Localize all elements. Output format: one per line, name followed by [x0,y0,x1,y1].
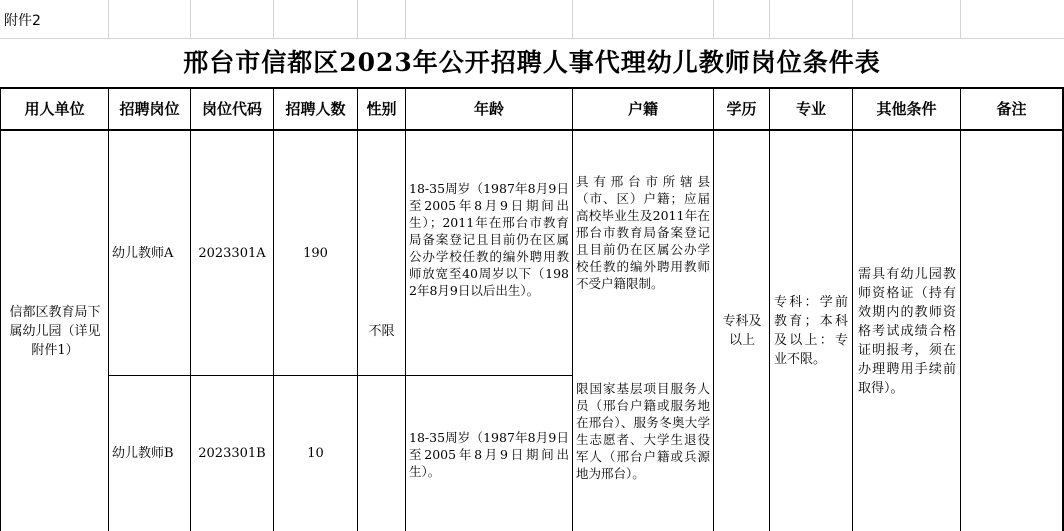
code-text: 2023301B [198,446,266,461]
attachment-label: 附件2 [4,13,41,29]
age-text: 18-35周岁（1987年8月9日至2005年8月9日期间出生）。 [409,430,569,479]
header-count: 招聘人数 [285,100,346,118]
table-row-count [274,376,357,531]
header-employer: 用人单位 [24,100,85,118]
code-text: 2023301A [198,245,266,261]
table-row-code [191,131,273,375]
employer-text: 信都区教育局下属幼儿园（详见附件1） [9,304,101,358]
grid-line [357,0,358,38]
education-cell [718,131,766,531]
header-education: 学历 [726,100,757,118]
position-text: 幼儿教师B [112,446,174,461]
column-border [852,87,853,531]
gender-cell [358,131,405,531]
major-text: 专科：学前教育；本科及以上：专业不限。 [774,295,848,367]
column-border [713,87,714,531]
grid-line [108,0,109,38]
position-text: 幼儿教师A [112,245,174,261]
household-text: 限国家基层项目服务人员（邢台户籍或服务地在邢台）、服务冬奥大学生志愿者、大学生退役军人（邢台户籍或兵源地为邢台）。 [576,381,710,481]
header-code: 岗位代码 [201,100,262,118]
age-text: 18-35周岁（1987年8月9日至2005年8月9日期间出生）；2011年在邢台市教育局备案登记且目前仍在区属公办学校任教的编外聘用教师放宽至40周岁以下（1982年8月9日以后出生）。 [409,181,569,298]
table-row-code [191,376,273,531]
grid-line [190,0,191,38]
remarks-cell [961,131,1062,531]
grid-line [960,0,961,38]
column-border [769,87,770,531]
header-remarks: 备注 [996,100,1027,118]
grid-line [572,0,573,38]
gender-text: 不限 [368,323,395,339]
major-cell [771,131,851,531]
header-household: 户籍 [627,100,658,118]
header-age: 年龄 [473,100,504,118]
table-row-count [274,131,357,375]
other-conditions-cell [854,131,960,531]
column-border [572,87,573,531]
education-text: 专科及以上 [722,314,762,348]
header-major: 专业 [795,100,826,118]
header-other-conditions: 其他条件 [876,100,937,118]
header-position: 招聘岗位 [119,100,180,118]
header-gender: 性别 [366,100,397,118]
page-title: 邢台市信都区2023年公开招聘人事代理幼儿教师岗位条件表 [183,48,881,77]
grid-line [273,0,274,38]
grid-line [713,0,714,38]
grid-line [769,0,770,38]
household-text: 具有邢台市所辖县（市、区）户籍；应届高校毕业生及2011年在邢台市教育局备案登记且目前仍在区属公办学校任教的编外聘用教师不受户籍限制。 [576,174,710,291]
count-text: 10 [307,446,324,461]
count-text: 190 [303,245,328,261]
table-row-position [109,376,190,531]
grid-line [852,0,853,38]
table-row-position [109,131,190,375]
other-conditions-text: 需具有幼儿园教师资格证（持有效期内的教师资格考试成绩合格证明报考，须在办理聘用手续前取得）。 [858,266,956,396]
column-border [405,87,406,531]
column-border [0,87,1,531]
grid-line [405,0,406,38]
employer-cell [4,131,106,531]
